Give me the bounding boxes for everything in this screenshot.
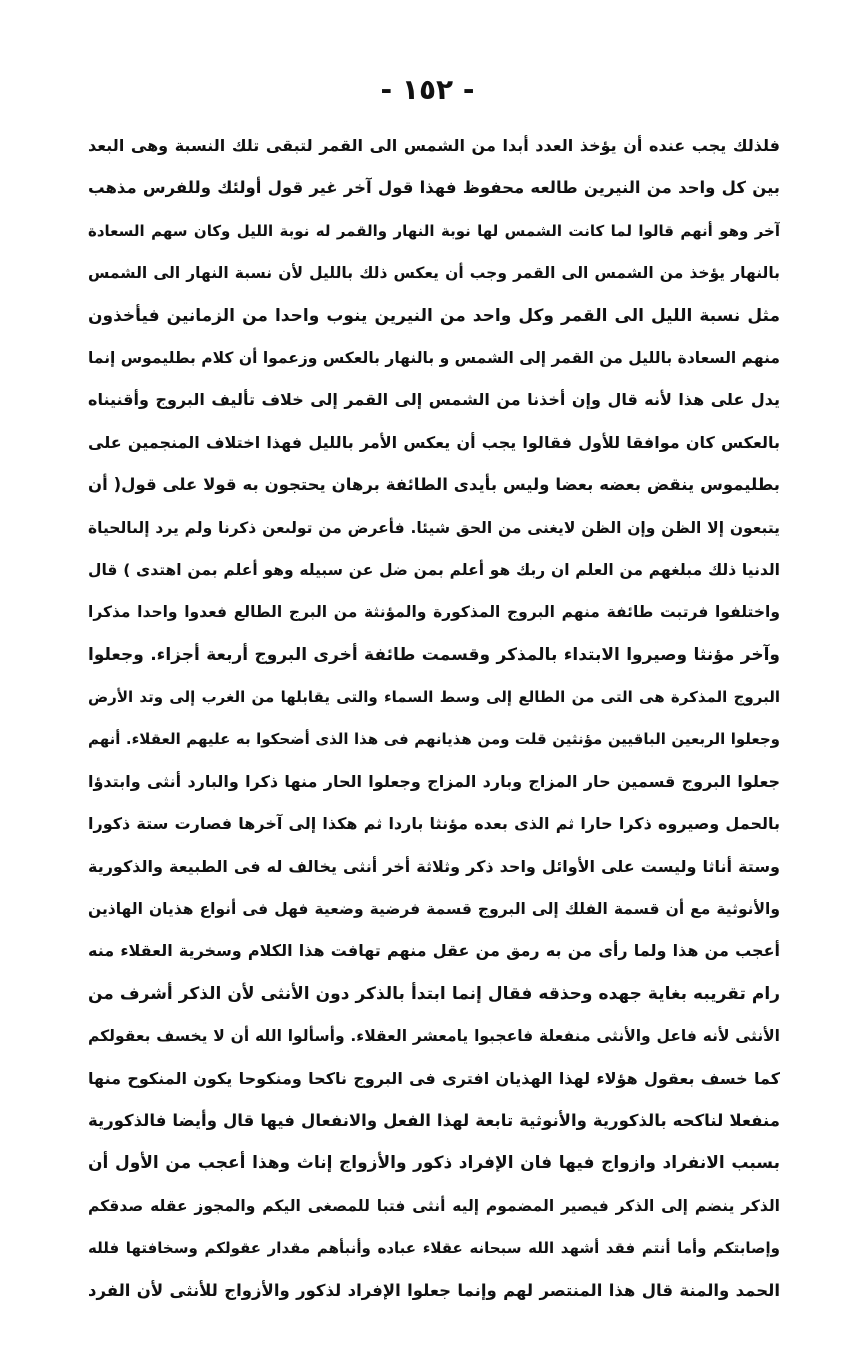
text-line: منفعلا لناكحه بالذكورية والأنوثية تابعة لهذا الفعل والانفعال فيها قال وأيضا فالذكورية <box>88 1110 780 1130</box>
text-line: بالعكس كان موافقا للأول فقالوا يجب أن يعكس الأمر بالليل فهذا اختلاف المنجمين على <box>88 432 780 452</box>
text-line: منهم السعادة بالليل من القمر إلى الشمس و بالنهار بالعكس وزعموا أن كلام بطليموس إنما <box>88 348 780 367</box>
text-line: يدل على هذا لأنه قال وإن أخذنا من الشمس إلى القمر إلى خلاف تأليف البروج وأقنيناه <box>88 390 780 410</box>
text-line: فلذلك يجب عنده أن يؤخذ العدد أبدا من الشمس الى القمر لتبقى تلك النسبة وهى البعد <box>88 136 780 155</box>
text-line: البروج المذكرة هى التى من الطالع إلى وسط السماء والتى يقابلها من الغرب إلى وتد الأرض <box>88 688 780 707</box>
text-line: وآخر مؤنثا وصيروا الابتداء بالمذكر وقسمت طائفة أخرى البروج أربعة أجزاء. وجعلوا <box>88 644 780 665</box>
text-line: وجعلوا الربعين الباقيين مؤنثين قلت ومن هذيانهم فى هذا الذى أضحكوا به عليهم العقلاء. أنهم <box>88 730 780 749</box>
text-line: آخر وهو أنهم قالوا لما كانت الشمس لها نوبة النهار والقمر له نوبة الليل وكان سهم السعادة <box>88 221 780 240</box>
text-line: وإصابتكم وأما أنتم فقد أشهد الله سبحانه عقلاء عباده وأنبأهم مقدار عقولكم وسخافتها فلله <box>88 1239 780 1258</box>
text-line: واختلفوا فرتبت طائفة منهم البروج المذكورة والمؤنثة من البرج الطالع فعدوا واحدا مذكرا <box>88 603 780 622</box>
text-line: أعجب من هذا ولما رأى من به رمق من عقل منهم تهافت هذا الكلام وسخرية العقلاء منه <box>88 941 780 961</box>
text-line: بالنهار يؤخذ من الشمس الى القمر وجب أن يعكس ذلك بالليل لأن نسبة النهار الى الشمس <box>88 264 780 283</box>
text-line: بين كل واحد من النيرين طالعه محفوظ فهذا قول آخر غير قول أولئك وللفرس مذهب <box>88 178 780 198</box>
page-number: - ١٥٢ - <box>380 73 475 106</box>
text-line: والأنوثية مع أن قسمة الفلك إلى البروج قسمة فرضية وضعية فهل فى أنواع هذيان الهاذين <box>88 900 780 919</box>
text-line: بسبب الانفراد وازواج فيها فان الإفراد ذكور والأزواج إناث وهذا أعجب من الأول أن <box>88 1153 780 1174</box>
text-line: كما خسف بعقول هؤلاء لهذا الهذيان افترى فى البروج ناكحا ومنكوحا يكون المنكوح منها <box>88 1068 780 1088</box>
text-line: الدنيا ذلك مبلغهم من العلم ان ربك هو أعلم بمن ضل عن سبيله وهو أعلم بمن اهتدى ) قال <box>88 560 780 579</box>
text-line: الذكر ينضم إلى الذكر فيصير المضموم إليه أنثى فتبا للمصغى اليكم والمجوز عقله صدقكم <box>88 1196 780 1215</box>
page-body-text <box>88 125 780 1312</box>
text-line: يتبعون إلا الظن وإن الظن لايغنى من الحق شيئا. فأعرض من تولىعن ذكرنا ولم يرد إلىالحياة <box>88 518 780 537</box>
text-line: رام تقريبه بغاية جهده وحذقه فقال إنما ابتدأ بالذكر دون الأنثى لأن الذكر أشرف من <box>88 983 780 1004</box>
text-line: مثل نسبة الليل الى القمر وكل واحد من النيرين ينوب واحدا من الزمانين فيأخذون <box>88 305 780 326</box>
text-line: وستة أناثا وليست على الأوائل واحد ذكر وثلاثة أخر أنثى يخالف له فى الطبيعة والذكورية <box>88 856 780 876</box>
text-line: بطليموس ينقض بعضه بعضا وليس بأيدى الطائفة برهان يحتجون به قولا على قول( أن <box>88 475 780 495</box>
text-line: بالحمل وصيروه ذكرا حارا ثم الذى بعده مؤنثا باردا ثم هكذا إلى آخرها فصارت ستة ذكورا <box>88 814 780 834</box>
text-line: الحمد والمنة قال هذا المنتصر لهم وإنما جعلوا الإفراد لذكور والأزواج للأنثى لأن الفرد <box>88 1280 780 1300</box>
text-line: جعلوا البروج قسمين حار المزاج وبارد المزاج وجعلوا الحار منها ذكرا والبارد أنثى وابتدؤا <box>88 771 780 791</box>
text-line: الأنثى لأنه فاعل والأنثى منفعلة فاعجبوا يامعشر العقلاء. وأسألوا الله أن لا يخسف بعقولكم <box>88 1027 780 1046</box>
